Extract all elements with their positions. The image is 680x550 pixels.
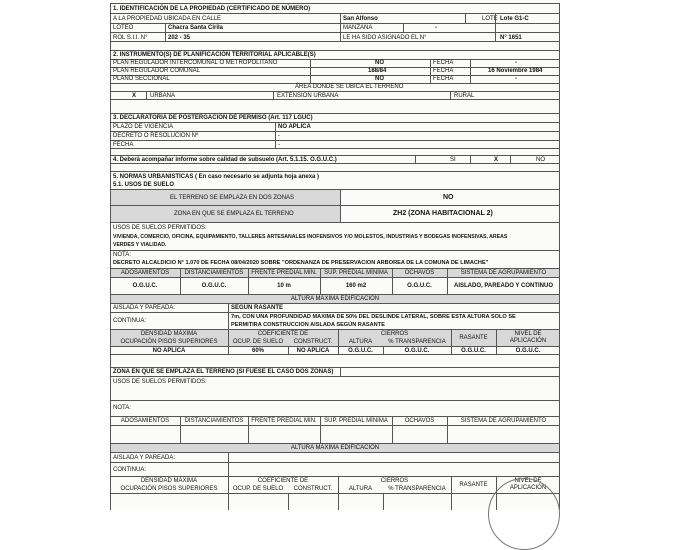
s6-zona-row (110, 367, 560, 376)
hdr-ochavos: OCHAVOS (404, 270, 435, 276)
usos-text-1: VIVIENDA, COMERCIO, OFICINA, EQUIPAMIENTO, TALLERES ARTESANALES INOFENSIVOS Y/O MOLESTOS, INDUSTRIAS Y BODEGAS INOFENSIVAS, AREAS (113, 234, 508, 240)
hdr-distanciamientos: DISTANCIAMIENTOS (184, 270, 244, 276)
s6-hdr-frente: FRENTE PREDIAL MIN. (251, 418, 317, 424)
s6-hdr-ochavos: OCHAVOS (404, 418, 435, 424)
val-nivel: O.G.U.C. (515, 348, 541, 354)
s6-hdr-sup: SUP. PREDIAL MÍNIMA (324, 418, 388, 424)
lote-value: Lote G1-C (500, 16, 529, 22)
s1-row-calle (110, 13, 560, 23)
val-frente: 10 m (277, 283, 291, 289)
s4-row (110, 155, 560, 164)
zona-value: ZH2 (ZONA HABITACIONAL 2) (393, 210, 493, 217)
s5-dos-zonas-row (110, 189, 560, 205)
s6-cierros-label: CIERROS (380, 478, 409, 484)
asignado-label: LE HA SIDO ASIGNADO EL N° (343, 35, 427, 41)
loteo-label: LOTEO (113, 25, 134, 31)
fecha2-value: 16 Noviembre 1984 (488, 68, 543, 74)
s6-ocup-suelo-label: OCUP. DE SUELO (232, 486, 284, 492)
hdr-adosamientos: ADOSAMIENTOS (120, 270, 170, 276)
lote-label: LOTE (482, 16, 498, 22)
calle-label: A LA PROPIEDAD UBICADA EN CALLE (113, 16, 222, 22)
fecha1-label: FECHA (433, 60, 454, 66)
s5-aislada-row (110, 303, 560, 312)
s6-aislada-label: AISLADA Y PAREADA: (113, 455, 176, 461)
s1-row-loteo (110, 23, 560, 32)
aislada-label: AISLADA Y PAREADA: (113, 305, 176, 311)
s6-nivel-label: NIVEL DE APLICACIÓN (509, 478, 547, 491)
ocup-suelo-label: OCUP. DE SUELO (232, 339, 284, 345)
manzana-value: - (435, 25, 437, 31)
val-transparencia: O.G.U.C. (404, 348, 430, 354)
decreto-value: - (278, 133, 280, 139)
s6-header-row (110, 416, 560, 425)
s1-title-row (110, 3, 560, 13)
s6-aislada-row (110, 452, 560, 462)
stamp-seal (488, 478, 560, 550)
fecha2-label: FECHA (433, 68, 454, 74)
certificate-page (110, 0, 560, 510)
transparencia-label: % TRANSPARENCIA (388, 339, 446, 345)
s6-densidad-label: DENSIDAD MÁXIMA (140, 478, 198, 484)
val-construct: NO APLICA (296, 348, 330, 354)
s6-altura-title: ALTURA MÁXIMA EDIFICACION (290, 445, 380, 451)
rol-value: 202 - 35 (168, 35, 191, 41)
fecha3-value: - (515, 76, 517, 82)
cierros-label: CIERROS (380, 331, 409, 337)
s6-rasante-label: RASANTE (459, 482, 488, 488)
altura-label: ALTURA (348, 339, 373, 345)
s6-density-header-row (110, 476, 560, 493)
val-adosamientos: O.G.U.C. (132, 283, 158, 289)
ocupacion-label: OCUPACIÓN PISOS SUPERIORES (120, 339, 218, 345)
area-x-mark: X (132, 93, 137, 99)
s3-decreto-row (110, 131, 560, 140)
plan-inter-label: PLAN REGULADOR INTERCOMUNAL O METROPOLITANO (113, 60, 278, 66)
area-urbana: URBANA (150, 93, 176, 99)
hdr-agrupamiento: SISTEMA DE AGRUPAMIENTO (460, 270, 547, 276)
val-ocup-suelo: 60% (251, 348, 264, 354)
dos-zonas-label: EL TERRENO SE EMPLAZA EN DOS ZONAS (170, 195, 295, 201)
s3-fecha-label: FECHA (113, 142, 134, 148)
usos-text-2: VERDES Y VIALIDAD. (113, 242, 167, 248)
s5-density-header-row (110, 329, 560, 346)
s6-coef-label: COEFICIENTE DE (257, 478, 309, 484)
s2-area-row (110, 91, 560, 100)
s5-altura-title-row (110, 294, 560, 303)
s6-continua-row (110, 462, 560, 476)
area-title: ÁREA DONDE SE UBICA EL TERRENO (295, 84, 404, 90)
construct-label: CONSTRUCT. (293, 339, 333, 345)
s5-density-values-row (110, 346, 560, 355)
usos-label: USOS DE SUELOS PERMITIDOS: (113, 225, 207, 231)
s6-construct-label: CONSTRUCT. (293, 486, 333, 492)
s5-nota-row (110, 250, 560, 268)
s3-title-row (110, 113, 560, 122)
s5-title: 5. NORMAS URBANISTICAS ( En caso necesario se adjunta hoja anexa ) (113, 174, 320, 180)
s6-altura-title-row (110, 443, 560, 452)
val-ocupacion: NO APLICA (152, 348, 186, 354)
s2-title-row (110, 50, 560, 59)
s6-nota-label: NOTA: (113, 405, 131, 411)
s1-row-rol (110, 32, 560, 42)
fecha3-label: FECHA (433, 76, 454, 82)
val-ochavos: O.G.U.C. (407, 283, 432, 289)
vigencia-value: NO APLICA (278, 124, 311, 130)
aislada-value: SEGÚN RASANTE (231, 305, 284, 311)
hdr-frente: FRENTE PREDIAL MIN. (251, 270, 317, 276)
s2-title: 2. INSTRUMENTO(S) DE PLANIFICACIÓN TERRITORIAL APLICABLE(S) (113, 52, 316, 58)
seccional-label: PLANO SECCIONAL (113, 76, 170, 82)
nota-label: NOTA: (113, 252, 131, 258)
continua-text-1: 7m, CON UNA PROFUNDIDAD MAXIMA DE 50% DEL DESLINDE LATERAL, SOBRE ESTA ALTURA SOLO SE (231, 314, 516, 320)
area-rural: RURAL (454, 93, 475, 99)
loteo-value: Chacra Santa Cirila (168, 25, 224, 31)
s6-values-row (110, 425, 560, 443)
s6-ocupacion-label: OCUPACIÓN PISOS SUPERIORES (120, 486, 218, 492)
vigencia-label: PLAZO DE VIGENCIA (113, 124, 174, 130)
s6-usos-row (110, 376, 560, 400)
s3-fecha-row (110, 140, 560, 149)
s6-hdr-distanciamientos: DISTANCIAMIENTOS (184, 418, 244, 424)
altura-title: ALTURA MÁXIMA EDIFICACION (290, 296, 380, 302)
continua-label: CONTINUA: (113, 318, 146, 324)
val-distanciamientos: O.G.U.C. (201, 283, 227, 289)
manzana-label: MANZANA (343, 25, 373, 31)
s6-transparencia-label: % TRANSPARENCIA (388, 486, 446, 492)
s5-continua-row (110, 312, 560, 329)
s6-hdr-agrupamiento: SISTEMA DE AGRUPAMIENTO (460, 418, 547, 424)
s2-row2 (110, 67, 560, 75)
val-altura: O.G.U.C. (348, 348, 373, 354)
s5-subtitle: 5.1. USOS DE SUELO (113, 182, 175, 188)
fecha1-value: - (515, 60, 517, 66)
s6-altura-label: ALTURA (348, 486, 373, 492)
s5-values-row (110, 277, 560, 294)
densidad-label: DENSIDAD MÁXIMA (140, 331, 198, 337)
s4-no: NO (536, 157, 545, 163)
s5-usos-row (110, 222, 560, 250)
seccional-value: NO (375, 76, 384, 82)
s3-title: 3. DECLARATORIA DE POSTERGACION DE PERMISO (Art. 117 LGUC) (113, 115, 313, 121)
rasante-label: RASANTE (459, 335, 488, 341)
s6-zona-title: ZONA EN QUE SE EMPLAZA EL TERRENO (SI FUESE EL CASO DOS ZONAS) (113, 369, 334, 375)
s2-row1 (110, 59, 560, 67)
s1-title: 1. IDENTIFICACIÓN DE LA PROPIEDAD (CERTIFICADO DE NÚMERO) (113, 6, 311, 12)
s3-fecha-value: - (278, 142, 280, 148)
s5-header-row (110, 268, 560, 277)
dos-zonas-value: NO (443, 194, 454, 201)
plan-comunal-value: 188/84 (368, 68, 387, 74)
continua-text-2: PERMITIRA CONSTRUCCION AISLADA SEGÚN RASANTE (231, 322, 385, 328)
area-extension: EXTENSION URBANA (277, 93, 339, 99)
s6-usos-label: USOS DE SUELOS PERMITIDOS: (113, 379, 207, 385)
s5-title-row (110, 171, 560, 189)
plan-inter-value: NO (375, 60, 384, 66)
hdr-sup: SUP. PREDIAL MÍNIMA (324, 270, 388, 276)
val-rasante: O.G.U.C. (461, 348, 486, 354)
decreto-label: DECRETO O RESOLUCION Nº (113, 133, 199, 139)
s3-vigencia-row (110, 122, 560, 131)
nivel-label: NIVEL DE APLICACIÓN (509, 331, 547, 344)
s5-zona-row (110, 205, 560, 222)
s4-title: 4. Deberá acompañar informe sobre calidad de subsuelo (Art. 5.1.15. O.G.U.C.) (113, 157, 337, 163)
s4-x-mark: X (494, 157, 499, 163)
s2-area-title-row (110, 83, 560, 91)
s6-continua-label: CONTINUA: (113, 467, 146, 473)
zona-label: ZONA EN QUE SE EMPLAZA EL TERRENO (174, 211, 294, 217)
val-sup: 160 m2 (345, 283, 367, 289)
val-agrupamiento: AISLADO, PAREADO Y CONTINUO (453, 283, 553, 289)
nota-text: DECRETO ALCALDICIO N° 1.070 DE FECHA 08/04/2020 SOBRE "ORDENANZA DE PRESERVACION ARBOREA DE LA COMUNA DE LIMACHE" (113, 260, 489, 266)
s6-hdr-adosamientos: ADOSAMIENTOS (120, 418, 170, 424)
asignado-value: N° 1651 (500, 35, 522, 41)
coef-label: COEFICIENTE DE (257, 331, 309, 337)
s4-si: SI (450, 157, 456, 163)
plan-comunal-label: PLAN REGULADOR COMUNAL (113, 68, 201, 74)
s6-nota-row (110, 400, 560, 416)
rol-label: ROL S.I.I. N° (113, 35, 148, 41)
s2-row3 (110, 75, 560, 83)
calle-value: San Alfonso (343, 16, 378, 22)
